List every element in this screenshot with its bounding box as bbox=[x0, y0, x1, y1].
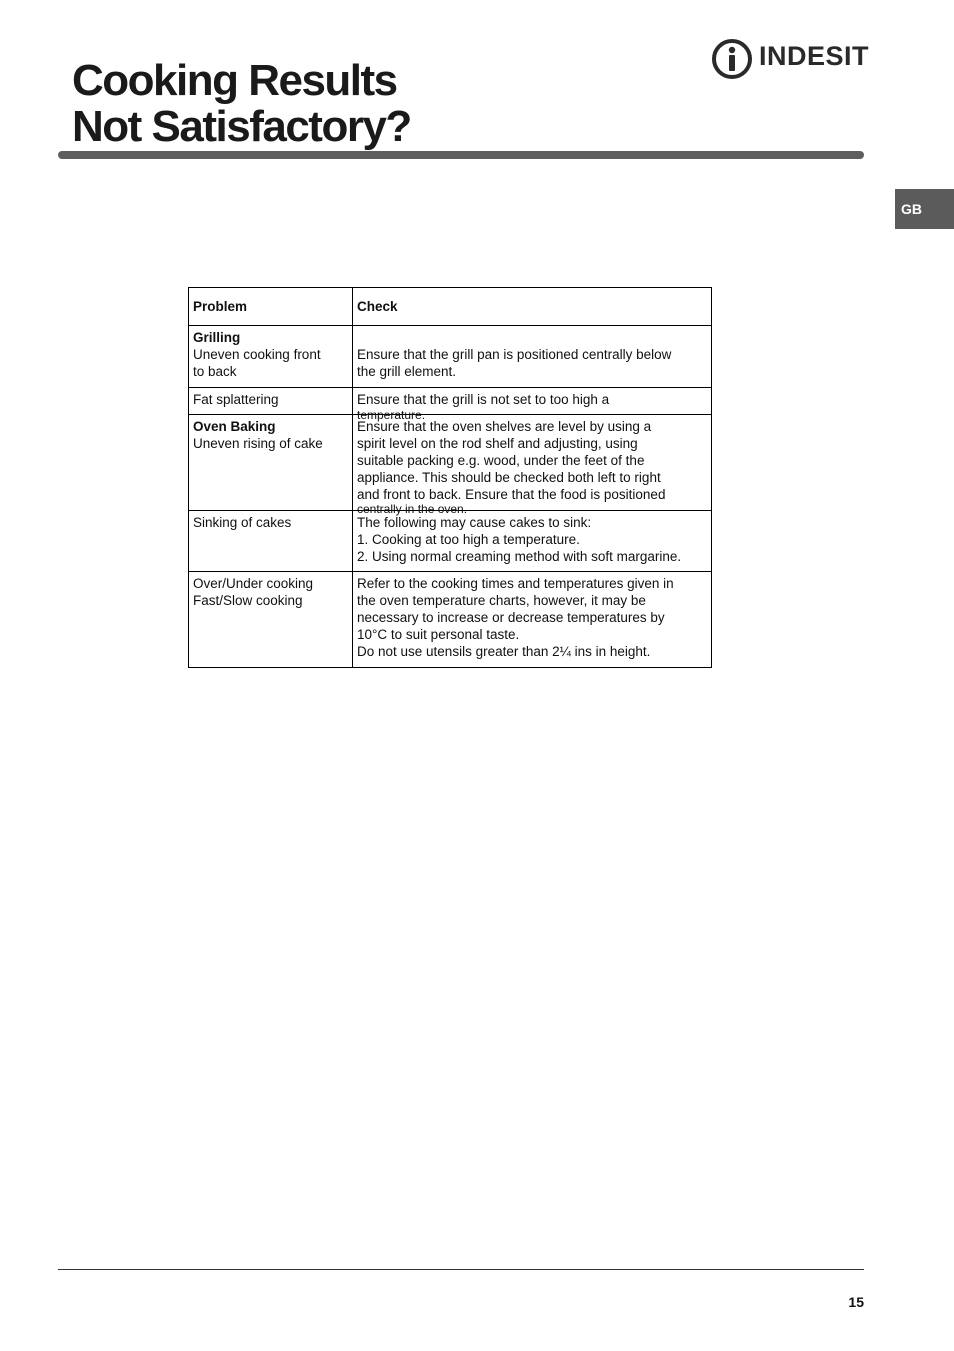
check-text: and front to back. Ensure that the food is positioned bbox=[357, 487, 666, 502]
check-text: temperature. bbox=[357, 408, 426, 422]
problem-cell bbox=[189, 388, 353, 415]
check-text: suitable packing e.g. wood, under the feet of the bbox=[357, 453, 645, 468]
page-title bbox=[72, 58, 411, 150]
problem-text: Sinking of cakes bbox=[193, 515, 292, 530]
footer-divider bbox=[58, 1269, 864, 1270]
column-header-check: Check bbox=[353, 288, 712, 326]
problem-cell bbox=[189, 572, 353, 668]
page-title-line-2: Not Satisfactory? bbox=[72, 102, 411, 151]
troubleshooting-table bbox=[188, 287, 712, 668]
check-text: Ensure that the grill pan is positioned centrally below bbox=[357, 347, 672, 362]
category-label: Grilling bbox=[193, 330, 241, 345]
check-cell bbox=[353, 415, 712, 516]
problem-text: Uneven rising of cake bbox=[193, 436, 323, 451]
problem-text: Over/Under cooking bbox=[193, 576, 314, 591]
brand-logo bbox=[711, 38, 870, 80]
problem-cell bbox=[189, 415, 353, 511]
table-row bbox=[189, 511, 712, 572]
brand-name: INDESIT bbox=[759, 41, 870, 71]
problem-text: Fast/Slow cooking bbox=[193, 593, 303, 608]
check-text: Ensure that the grill is not set to too high a bbox=[357, 392, 610, 407]
check-cell bbox=[353, 326, 712, 388]
check-text: Do not use utensils greater than 2¼ ins in height. bbox=[357, 644, 651, 659]
check-cell bbox=[353, 572, 712, 668]
check-text: 2. Using normal creaming method with soft margarine. bbox=[357, 549, 682, 564]
problem-cell bbox=[189, 326, 353, 388]
check-text: appliance. This should be checked both left to right bbox=[357, 470, 661, 485]
table-row bbox=[189, 326, 712, 388]
check-text: Ensure that the oven shelves are level by using a bbox=[357, 419, 652, 434]
check-text: centrally in the oven. bbox=[357, 502, 468, 516]
indesit-i-icon bbox=[711, 38, 753, 80]
check-text: 1. Cooking at too high a temperature. bbox=[357, 532, 580, 547]
table-row bbox=[189, 415, 712, 511]
check-text: necessary to increase or decrease temperatures by bbox=[357, 610, 665, 625]
check-text: The following may cause cakes to sink: bbox=[357, 515, 592, 530]
problem-text: Fat splattering bbox=[193, 392, 279, 407]
problem-cell bbox=[189, 511, 353, 572]
check-text: the grill element. bbox=[357, 364, 457, 379]
category-label: Oven Baking bbox=[193, 419, 276, 434]
page-title-line-1: Cooking Results bbox=[72, 56, 397, 105]
problem-text: to back bbox=[193, 364, 237, 379]
table-row bbox=[189, 388, 712, 415]
check-text: Refer to the cooking times and temperatures given in bbox=[357, 576, 674, 591]
page-number: 15 bbox=[848, 1294, 864, 1310]
check-cell bbox=[353, 388, 712, 422]
title-divider bbox=[58, 151, 864, 159]
table-row bbox=[189, 572, 712, 668]
table-header-row bbox=[189, 288, 712, 326]
column-header-problem: Problem bbox=[189, 288, 353, 326]
check-text: the oven temperature charts, however, it may be bbox=[357, 593, 646, 608]
language-tab: GB bbox=[895, 189, 954, 229]
check-text: 10°C to suit personal taste. bbox=[357, 627, 520, 642]
check-text: spirit level on the rod shelf and adjusting, using bbox=[357, 436, 638, 451]
check-cell bbox=[353, 511, 712, 572]
problem-text: Uneven cooking front bbox=[193, 347, 321, 362]
